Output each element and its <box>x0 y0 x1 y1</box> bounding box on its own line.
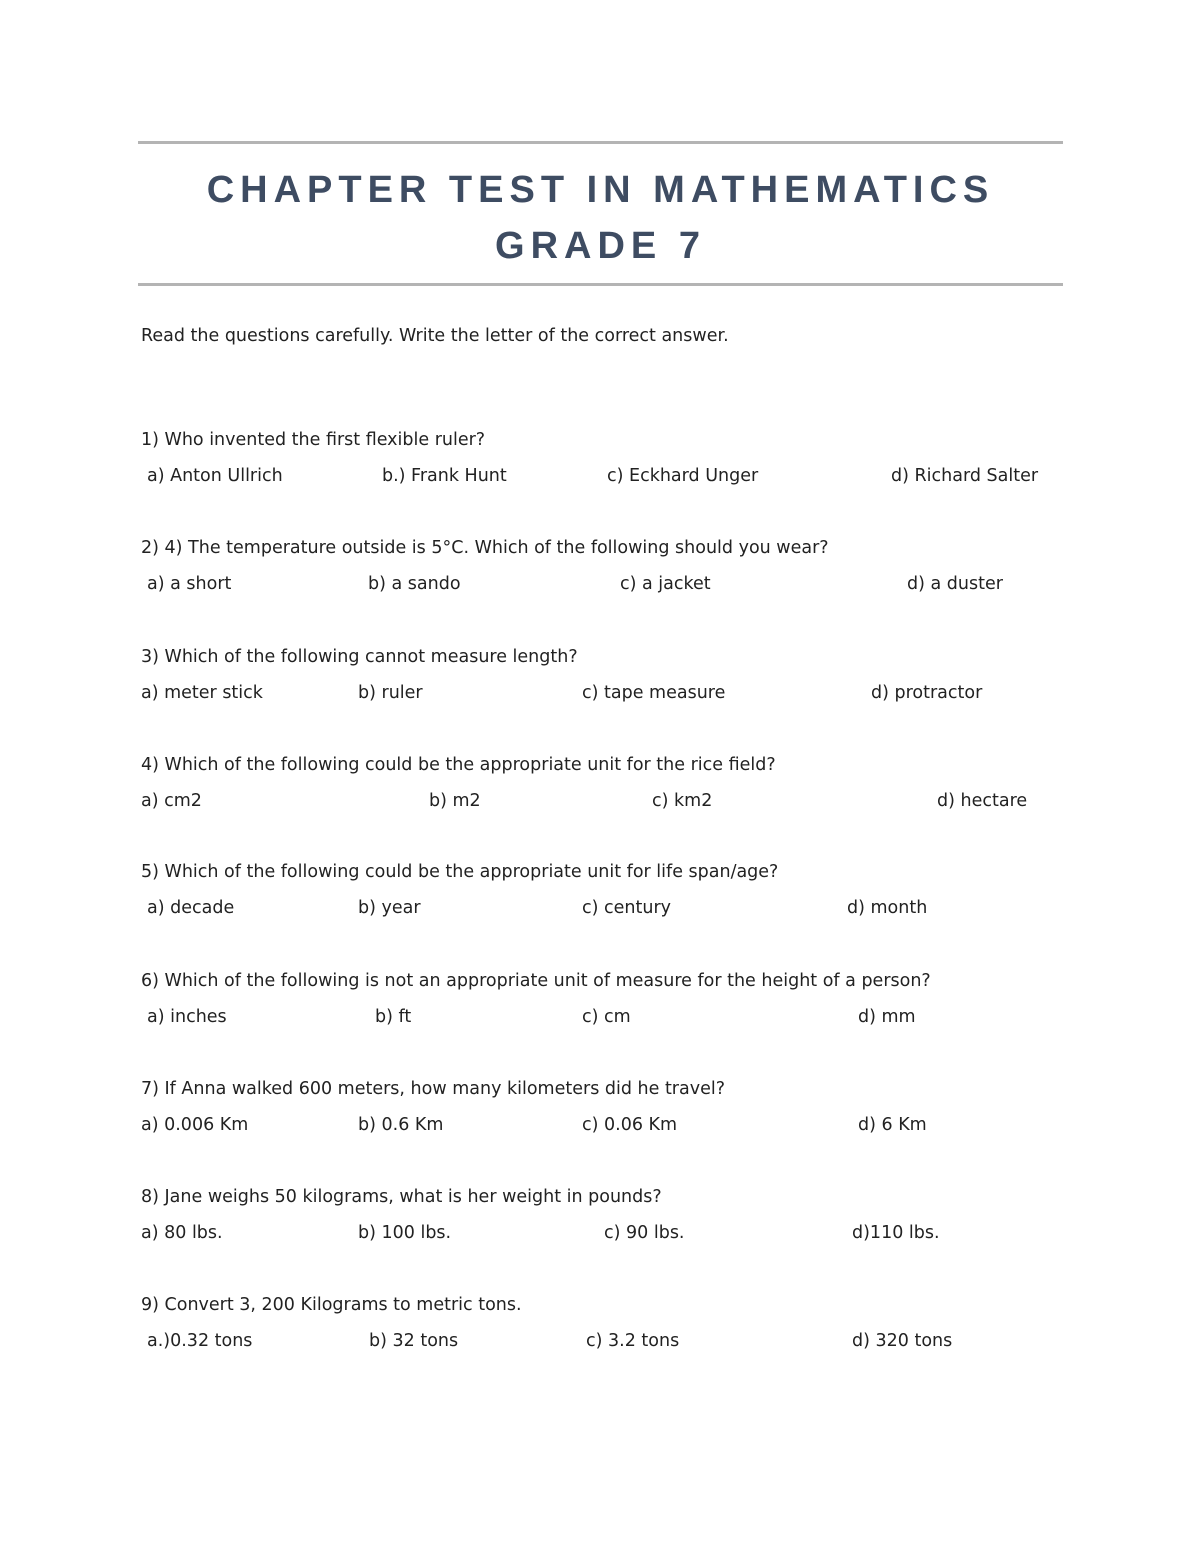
choice-c: c) Eckhard Unger <box>607 466 759 486</box>
choice-a: a) 0.006 Km <box>141 1115 249 1135</box>
question-text: 8) Jane weighs 50 kilograms, what is her weight in pounds? <box>141 1187 662 1207</box>
choice-c: c) cm <box>582 1007 631 1027</box>
question-6 <box>141 971 1071 1041</box>
choice-a: a) 80 lbs. <box>141 1223 223 1243</box>
choice-c: c) 90 lbs. <box>604 1223 685 1243</box>
choice-b: b) 0.6 Km <box>358 1115 444 1135</box>
question-text: 4) Which of the following could be the appropriate unit for the rice field? <box>141 755 776 775</box>
choice-b: b) m2 <box>429 791 481 811</box>
choice-b: b) 100 lbs. <box>358 1223 452 1243</box>
choice-b: b) a sando <box>368 574 461 594</box>
choice-c: c) century <box>582 898 671 918</box>
question-text: 3) Which of the following cannot measure length? <box>141 647 578 667</box>
choice-b: b) 32 tons <box>369 1331 459 1351</box>
question-text: 7) If Anna walked 600 meters, how many kilometers did he travel? <box>141 1079 725 1099</box>
title-line-1: CHAPTER TEST IN MATHEMATICS <box>206 169 995 211</box>
question-8 <box>141 1187 1071 1257</box>
question-9 <box>141 1295 1071 1365</box>
question-text: 9) Convert 3, 200 Kilograms to metric tons. <box>141 1295 522 1315</box>
choice-d: d) mm <box>858 1007 916 1027</box>
title-line-2: GRADE 7 <box>495 225 706 267</box>
choice-c: c) km2 <box>652 791 713 811</box>
choice-a: a) inches <box>147 1007 227 1027</box>
choice-d: d) a duster <box>907 574 1003 594</box>
choice-a: a) Anton Ullrich <box>147 466 283 486</box>
question-7 <box>141 1079 1071 1149</box>
question-2 <box>141 538 1071 608</box>
question-1 <box>141 430 1071 500</box>
instructions: Read the questions carefully. Write the letter of the correct answer. <box>141 326 729 346</box>
choice-d: d) protractor <box>871 683 983 703</box>
choice-b: b.) Frank Hunt <box>382 466 507 486</box>
choice-a: a) cm2 <box>141 791 202 811</box>
choice-a: a) decade <box>147 898 235 918</box>
choice-d: d) 6 Km <box>858 1115 927 1135</box>
choice-b: b) ruler <box>358 683 423 703</box>
question-3 <box>141 647 1071 717</box>
choice-c: c) a jacket <box>620 574 711 594</box>
page-title <box>138 162 1063 274</box>
choice-a: a.)0.32 tons <box>147 1331 253 1351</box>
choice-c: c) 3.2 tons <box>586 1331 680 1351</box>
question-text: 1) Who invented the first flexible ruler? <box>141 430 486 450</box>
choice-a: a) meter stick <box>141 683 263 703</box>
choice-c: c) tape measure <box>582 683 726 703</box>
choice-b: b) ft <box>375 1007 412 1027</box>
choice-a: a) a short <box>147 574 232 594</box>
question-text: 6) Which of the following is not an appropriate unit of measure for the height of a person? <box>141 971 931 991</box>
choice-c: c) 0.06 Km <box>582 1115 678 1135</box>
choice-d: d) 320 tons <box>852 1331 953 1351</box>
title-top-rule <box>138 141 1063 144</box>
title-bottom-rule <box>138 283 1063 286</box>
question-text: 5) Which of the following could be the appropriate unit for life span/age? <box>141 862 779 882</box>
choice-d: d) month <box>847 898 928 918</box>
question-4 <box>141 755 1071 825</box>
choice-d: d)110 lbs. <box>852 1223 940 1243</box>
question-text: 2) 4) The temperature outside is 5°C. Which of the following should you wear? <box>141 538 829 558</box>
choice-b: b) year <box>358 898 421 918</box>
choice-d: d) hectare <box>937 791 1028 811</box>
question-5 <box>141 862 1071 932</box>
choice-d: d) Richard Salter <box>891 466 1039 486</box>
